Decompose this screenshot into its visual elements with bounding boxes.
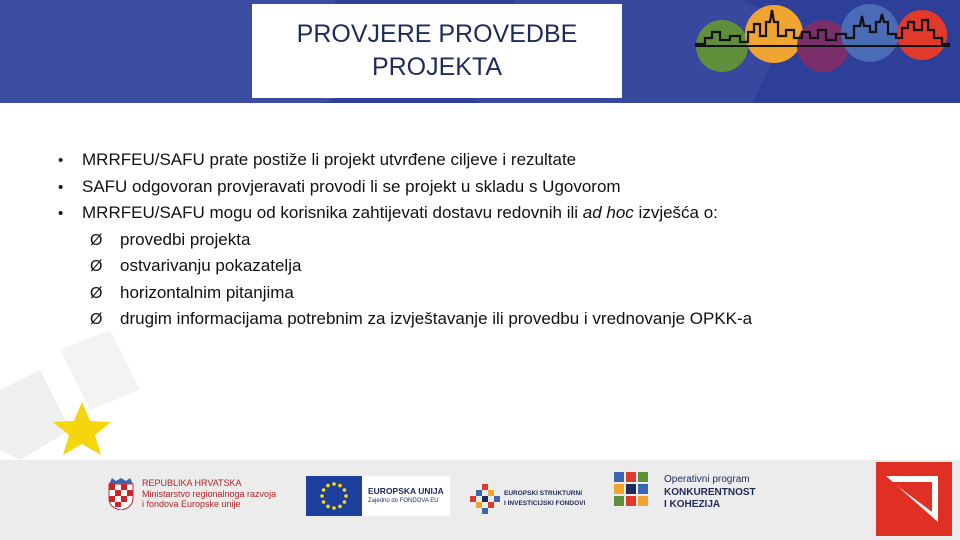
op-text bbox=[664, 474, 756, 512]
title-line-2: PROJEKTA bbox=[371, 53, 503, 81]
op-line-3: I KOHEZIJA bbox=[664, 499, 721, 511]
op-line-1: Operativni program bbox=[664, 474, 750, 486]
city-circles-logo bbox=[690, 2, 952, 102]
sub-bullet-text: horizontalnim pitanjima bbox=[120, 282, 294, 302]
sub-bullet-item bbox=[58, 256, 938, 283]
logo-esi-fondovi bbox=[470, 484, 585, 514]
bullet-text: SAFU odgovoran provjeravati provodi li se projekt u skladu s Ugovorom bbox=[82, 176, 621, 196]
esi-funds-icon bbox=[470, 484, 500, 514]
logo-europska-unija bbox=[306, 476, 450, 516]
bullet-item bbox=[58, 203, 938, 230]
eu-line-1: EUROPSKA UNIJA bbox=[368, 486, 444, 496]
star-icon bbox=[53, 402, 111, 455]
esi-line-2: I INVESTICIJSKI FONDOVI bbox=[504, 500, 586, 507]
corner-red-icon bbox=[876, 462, 952, 536]
arrow-bullet-icon: Ø bbox=[90, 258, 103, 275]
hr-line-2: Ministarstvo regionalnoga razvoja bbox=[142, 488, 277, 499]
footer-logo-bar bbox=[0, 460, 960, 540]
title-line-1: PROVJERE PROVEDBE bbox=[296, 20, 578, 48]
bullet-icon: • bbox=[58, 152, 64, 169]
hr-line-1: REPUBLIKA HRVATSKA bbox=[142, 478, 242, 489]
croatia-coat-of-arms-icon bbox=[108, 478, 134, 510]
title-box bbox=[252, 4, 622, 98]
bullet-text-part: izvješća o: bbox=[633, 203, 718, 222]
sub-bullet-item bbox=[58, 230, 938, 257]
logo-op-konkurentnost bbox=[614, 472, 756, 514]
eu-flag-icon bbox=[306, 476, 362, 516]
arrow-bullet-icon: Ø bbox=[90, 311, 103, 328]
background-decoration bbox=[0, 330, 140, 470]
esi-line-1: EUROPSKI STRUKTURNI bbox=[504, 490, 583, 497]
sub-bullet-text: drugim informacijama potrebnim za izvještavanje ili provedbu i vrednovanje OPKK-a bbox=[120, 309, 753, 328]
hr-line-3: i fondova Europske unije bbox=[142, 499, 241, 510]
sub-bullet-text: provedbi projekta bbox=[120, 229, 251, 249]
arrow-bullet-icon: Ø bbox=[90, 231, 103, 249]
bullet-icon: • bbox=[58, 178, 64, 196]
bullet-text: MRRFEU/SAFU prate postiže li projekt utvrđene ciljeve i rezultate bbox=[82, 150, 577, 169]
sub-bullet-text: ostvarivanju pokazatelja bbox=[120, 256, 302, 275]
esi-text bbox=[504, 489, 585, 509]
op-line-2: KONKURENTNOST bbox=[664, 486, 756, 498]
sub-bullet-item bbox=[58, 283, 938, 310]
eu-line-2: Zajedno do FONDOVA EU bbox=[368, 498, 439, 504]
bullet-text bbox=[82, 203, 718, 223]
bullet-icon: • bbox=[58, 205, 64, 222]
bullet-item bbox=[58, 177, 938, 204]
bullet-text-part: MRRFEU/SAFU mogu od korisnika zahtijevati dostavu redovnih ili bbox=[82, 203, 583, 222]
slide-title bbox=[267, 18, 607, 84]
hr-text bbox=[142, 478, 276, 510]
sub-bullet-item bbox=[58, 309, 938, 336]
arrow-bullet-icon: Ø bbox=[90, 284, 103, 302]
op-konkurentnost-icon bbox=[614, 472, 656, 514]
bullet-text-italic: ad hoc bbox=[582, 203, 634, 222]
bullet-item bbox=[58, 150, 938, 177]
red-circle bbox=[897, 10, 947, 60]
eu-text bbox=[368, 486, 444, 506]
logo-republika-hrvatska bbox=[108, 478, 276, 510]
slide-content bbox=[58, 150, 938, 336]
slide-header bbox=[0, 0, 960, 103]
